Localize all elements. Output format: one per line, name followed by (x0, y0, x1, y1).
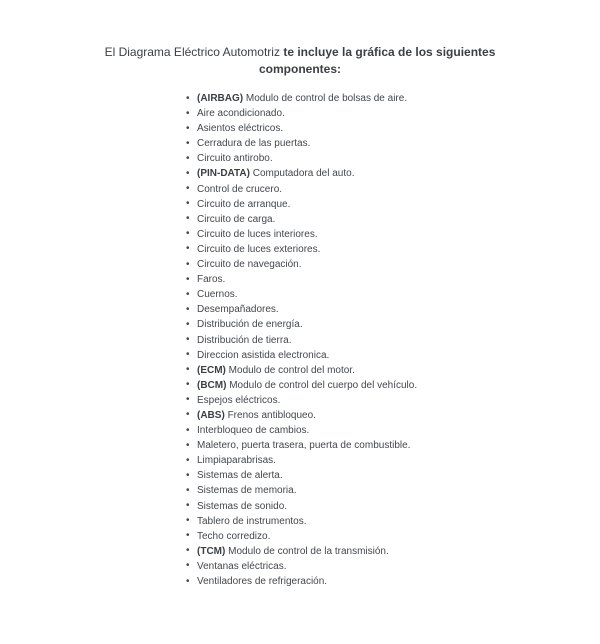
component-text: Aire acondicionado. (197, 108, 285, 120)
component-text: Espejos eléctricos. (197, 394, 281, 406)
document-page (0, 44, 600, 644)
bullet-icon: • (186, 243, 190, 255)
bullet-icon: • (186, 107, 190, 119)
list-item (186, 438, 600, 453)
list-item (186, 529, 600, 544)
component-text: Maletero, puerta trasera, puerta de combustible. (197, 440, 411, 452)
bullet-icon: • (186, 500, 190, 512)
bullet-icon: • (186, 167, 190, 179)
component-code: (TCM) (197, 545, 229, 557)
list-item (186, 227, 600, 242)
component-text: Circuito antirobo. (197, 153, 273, 165)
list-item (186, 166, 600, 181)
title-intro: El Diagrama Eléctrico Automotriz (104, 45, 280, 59)
component-text: Circuito de luces interiores. (197, 228, 318, 240)
list-item (186, 197, 600, 212)
list-item (186, 363, 600, 378)
list-item (186, 423, 600, 438)
bullet-icon: • (186, 137, 190, 149)
component-text: Sistemas de alerta. (197, 470, 283, 482)
component-text: Limpiaparabrisas. (197, 455, 276, 467)
bullet-icon: • (186, 394, 190, 406)
component-text: Distribución de tierra. (197, 334, 292, 346)
bullet-icon: • (186, 364, 190, 376)
bullet-icon: • (186, 198, 190, 210)
bullet-icon: • (186, 545, 190, 557)
component-text: Computadora del auto. (252, 168, 355, 180)
bullet-icon: • (186, 213, 190, 225)
component-code: (ABS) (197, 409, 228, 421)
component-code: (ECM) (197, 364, 229, 376)
list-item (186, 468, 600, 483)
bullet-icon: • (186, 122, 190, 134)
list-item (186, 378, 600, 393)
component-text: Cuernos. (197, 289, 238, 301)
list-item (186, 393, 600, 408)
component-text: Circuito de carga. (197, 213, 276, 225)
bullet-icon: • (186, 152, 190, 164)
list-item (186, 182, 600, 197)
title-emphasis-line2: componentes: (258, 62, 341, 76)
bullet-icon: • (186, 318, 190, 330)
bullet-icon: • (186, 349, 190, 361)
bullet-icon: • (186, 303, 190, 315)
component-text: Faros. (197, 274, 226, 286)
bullet-icon: • (186, 258, 190, 270)
component-text: Ventiladores de refrigeración. (197, 576, 328, 587)
component-code: (BCM) (197, 379, 230, 391)
list-item (186, 151, 600, 166)
list-item (186, 483, 600, 498)
component-text: Sistemas de sonido. (197, 500, 288, 512)
list-item (186, 242, 600, 257)
list-item (186, 514, 600, 529)
list-item (186, 302, 600, 317)
list-item (186, 453, 600, 468)
bullet-icon: • (186, 515, 190, 527)
component-text: Control de crucero. (197, 183, 283, 195)
component-text: Desempañadores. (197, 304, 279, 316)
list-item (186, 544, 600, 559)
bullet-icon: • (186, 439, 190, 451)
component-text: Frenos antibloqueo. (227, 409, 316, 421)
title-emphasis-line1: te incluye la gráfica de los siguientes (283, 45, 496, 59)
list-item (186, 408, 600, 423)
component-text: Tablero de instrumentos. (197, 515, 307, 527)
component-text: Modulo de control de bolsas de aire. (245, 93, 408, 104)
list-item (186, 121, 600, 136)
list-item (186, 348, 600, 363)
component-text: Circuito de arranque. (197, 198, 291, 210)
bullet-icon: • (186, 484, 190, 496)
component-text: Interbloqueo de cambios. (197, 425, 310, 437)
bullet-icon: • (186, 334, 190, 345)
list-item (186, 559, 600, 574)
bullet-icon: • (186, 183, 190, 195)
bullet-icon: • (186, 454, 190, 466)
bullet-icon: • (186, 560, 190, 572)
components-list (0, 91, 600, 589)
component-code: (AIRBAG) (197, 93, 246, 104)
component-text: Circuito de navegación. (197, 259, 302, 271)
bullet-icon: • (186, 273, 190, 285)
list-item (186, 91, 600, 106)
list-item (186, 272, 600, 287)
component-text: Modulo de control de la transmisión. (228, 545, 389, 557)
component-text: Circuito de luces exteriores. (197, 243, 321, 255)
component-text: Modulo de control del motor. (228, 364, 355, 376)
page-title (90, 44, 510, 78)
component-text: Modulo de control del cuerpo del vehículo. (229, 379, 418, 391)
component-code: (PIN-DATA) (197, 168, 253, 180)
bullet-icon: • (186, 92, 190, 104)
component-text: Asientos eléctricos. (197, 123, 284, 135)
component-text: Sistemas de memoria. (197, 485, 297, 497)
list-item (186, 317, 600, 332)
list-item (186, 333, 600, 348)
bullet-icon: • (186, 379, 190, 391)
list-item (186, 106, 600, 121)
bullet-icon: • (186, 530, 190, 542)
component-text: Direccion asistida electronica. (197, 349, 330, 361)
list-item (186, 499, 600, 514)
bullet-icon: • (186, 469, 190, 481)
bullet-icon: • (186, 288, 190, 300)
list-item (186, 136, 600, 151)
bullet-icon: • (186, 424, 190, 436)
component-text: Distribución de energía. (197, 319, 303, 331)
component-text: Ventanas eléctricas. (197, 560, 287, 572)
bullet-icon: • (186, 228, 190, 240)
list-item (186, 574, 600, 589)
bullet-icon: • (186, 409, 190, 421)
component-text: Techo corredizo. (197, 530, 271, 542)
list-item (186, 212, 600, 227)
list-item (186, 257, 600, 272)
component-text: Cerradura de las puertas. (197, 138, 311, 150)
list-item (186, 287, 600, 302)
bullet-icon: • (186, 575, 190, 587)
